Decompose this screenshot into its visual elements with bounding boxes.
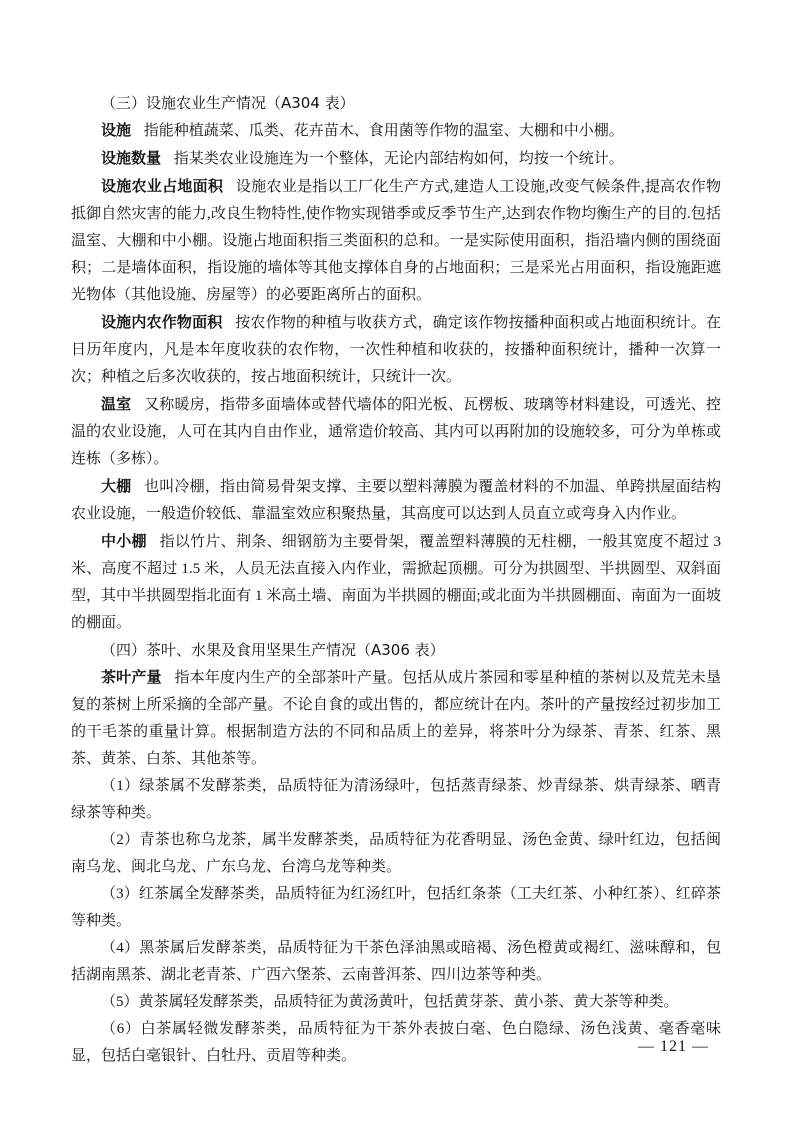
term-definition: 指能种植蔬菜、瓜类、花卉苗木、食用菌等作物的温室、大棚和中小棚。 <box>143 123 624 139</box>
numbered-item-1-green-tea <box>71 773 721 827</box>
term-label: 设施数量 <box>101 149 162 167</box>
section-facility-agriculture <box>71 90 721 637</box>
term-definition: 又称暖房，指带多面墙体或替代墙体的阳光板、瓦楞板、玻璃等材料建设，可透光、控温的农业设施，人可在其内自由作业，通常造价较高、其内可以再附加的设施较多，可分为单栋或连栋（多栋）。 <box>71 397 721 467</box>
term-label: 茶叶产量 <box>101 668 162 686</box>
numbered-item-4-dark-tea <box>71 935 721 989</box>
page-number: — 121 — <box>638 1038 709 1055</box>
definition-paragraph-zhongxiaopeng <box>71 528 721 637</box>
definition-paragraph-sheshi <box>71 117 721 145</box>
definition-paragraph-nongzuowu-mianji <box>71 309 721 391</box>
page-content <box>71 90 721 1070</box>
item-text: （3）红茶属全发酵茶类，品质特征为红汤红叶，包括红条茶（工夫红茶、小种红茶）、红碎茶等种类。 <box>71 886 721 929</box>
numbered-item-3-black-tea <box>71 881 721 935</box>
term-label: 设施农业占地面积 <box>101 177 224 195</box>
numbered-item-2-oolong-tea <box>71 827 721 881</box>
item-text: （4）黑茶属后发酵茶类，品质特征为干茶色泽油黑或暗褐、汤色橙黄或褐红、滋味醇和，包括湖南黑茶、湖北老青茶、广西六堡茶、云南普洱茶、四川边茶等种类。 <box>71 940 721 983</box>
term-definition: 指本年度内生产的全部茶叶产量。包括从成片茶园和零星种植的茶树以及荒芜未垦复的茶树上所采摘的全部产量。不论自食的或出售的，都应统计在内。茶叶的产量按经过初步加工的干毛茶的重量计算。根据制造方法的不同和品质上的差异，将茶叶分为绿茶、青茶、红茶、黑茶、黄茶、白茶、其他茶等。 <box>71 670 721 767</box>
item-text: （1）绿茶属不发酵茶类，品质特征为清汤绿叶，包括蒸青绿茶、炒青绿茶、烘青绿茶、晒青绿茶等种类。 <box>71 778 721 821</box>
term-label: 大棚 <box>101 477 132 495</box>
term-definition: 指某类农业设施连为一个整体，无论内部结构如何，均按一个统计。 <box>173 151 624 167</box>
definition-paragraph-dapeng <box>71 473 721 528</box>
numbered-item-5-yellow-tea <box>71 989 721 1016</box>
definition-paragraph-chaye-chanliang <box>71 664 721 773</box>
term-definition: 也叫冷棚，指由简易骨架支撑、主要以塑料薄膜为覆盖材料的不加温、单跨拱屋面结构农业设施，一般造价较低、靠温室效应积聚热量，其高度可以达到人员直立或弯身入内作业。 <box>71 479 721 522</box>
numbered-item-6-white-tea <box>71 1016 721 1070</box>
item-text: （6）白茶属轻微发酵茶类，品质特征为干茶外表披白毫、色白隐绿、汤色浅黄、毫香毫味显，包括白毫银针、白牡丹、贡眉等种类。 <box>71 1021 721 1064</box>
section-heading-a304: （三）设施农业生产情况（A304 表） <box>101 94 355 112</box>
section-tea-fruit-nuts <box>71 637 721 1070</box>
definition-paragraph-zhandi-mianji <box>71 173 721 309</box>
term-label: 中小棚 <box>101 532 147 550</box>
section-heading-a306: （四）茶叶、水果及食用坚果生产情况（A306 表） <box>101 641 445 659</box>
term-definition: 指以竹片、荆条、细钢筋为主要骨架，覆盖塑料薄膜的无柱棚，一般其宽度不超过 3 米、高度不超过 1.5 米，人员无法直接入内作业，需掀起顶棚。可分为拱圆型、半拱圆型、双斜面型，其中半拱圆型指北面有 1 米高土墙、南面为半拱圆的棚面;或北面为半拱圆棚面、南面为一面坡的棚面。 <box>71 534 721 631</box>
term-definition: 按农作物的种植与收获方式，确定该作物按播种面积或占地面积统计。在日历年度内，凡是本年度收获的农作物，一次性种植和收获的，按播种面积统计，播种一次算一次；种植之后多次收获的，按占地面积统计，只统计一次。 <box>71 315 721 385</box>
term-label: 设施 <box>101 121 132 139</box>
item-text: （5）黄茶属轻发酵茶类，品质特征为黄汤黄叶，包括黄芽茶、黄小茶、黄大茶等种类。 <box>101 994 679 1010</box>
term-definition: 设施农业是指以工厂化生产方式,建造人工设施,改变气候条件,提高农作物抵御自然灾害的能力,改良生物特性,使作物实现错季或反季节生产,达到农作物均衡生产的目的.包括温室、大棚和中小棚。设施占地面积指三类面积的总和。一是实际使用面积，指沿墙内侧的围绕面积；二是墙体面积，指设施的墙体等其他支撑体自身的占地面积；三是采光占用面积，指设施距遮光物体（其他设施、房屋等）的必要距离所占的面积。 <box>71 179 721 303</box>
definition-paragraph-wenshi <box>71 391 721 473</box>
definition-paragraph-sheshi-shuliang <box>71 145 721 173</box>
term-label: 温室 <box>101 395 132 413</box>
term-label: 设施内农作物面积 <box>101 313 223 331</box>
item-text: （2）青茶也称乌龙茶，属半发酵茶类，品质特征为花香明显、汤色金黄、绿叶红边，包括闽南乌龙、闽北乌龙、广东乌龙、台湾乌龙等种类。 <box>71 832 721 875</box>
